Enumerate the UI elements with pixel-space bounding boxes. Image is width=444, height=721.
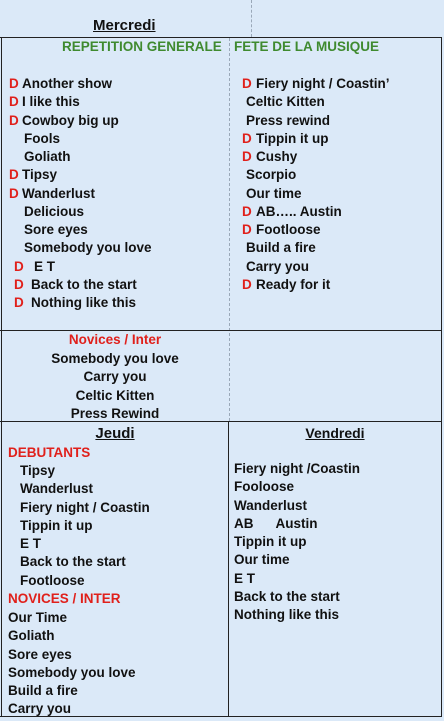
song-item: Cushy [256,149,298,164]
song-item: Footloose [20,572,85,588]
done-marker: D [14,258,24,274]
song-item: Ready for it [256,276,331,292]
song-item: Wanderlust [22,185,96,201]
song-item: Our Time [8,610,68,625]
song-item: Nothing like this [31,295,137,310]
song-item: Fiery night / Coastin’ [256,76,390,91]
song-item: E T [234,570,256,586]
done-marker: D [9,185,19,201]
done-marker: D [9,94,19,110]
song-item: Tipsy [20,463,56,478]
song-item: E T [20,536,42,551]
song-item: Fooloose [234,479,294,495]
song-item: Somebody you love [8,664,136,680]
song-item: Press rewind [246,112,331,128]
song-item: Tippin it up [256,130,329,146]
song-item: Carry you [83,369,147,385]
jeudi-vendredi-divider [228,421,229,717]
done-marker: D [14,295,24,310]
done-marker: D [242,276,252,292]
song-item: Back to the start [20,554,126,570]
debutants-header: DEBUTANTS [8,445,91,460]
song-item: Tipsy [22,167,58,183]
song-item: Back to the start [31,276,137,292]
song-item: Wanderlust [234,497,308,513]
repetition-generale-header: REPETITION GENERALE [62,39,222,54]
done-marker: D [242,149,252,164]
vendredi-title: Vendredi [305,425,365,441]
song-item: AB….. Austin [256,203,342,219]
song-item: Cowboy big up [22,112,119,128]
done-marker: D [242,76,252,91]
song-item: Celtic Kitten [75,387,155,403]
song-item: Scorpio [246,167,297,183]
song-item: Sore eyes [24,222,88,237]
song-item: Build a fire [246,240,316,256]
mercredi-title: Mercredi [93,17,156,34]
done-marker: D [242,203,252,219]
done-marker: D [242,222,252,237]
top-dashed-divider [251,0,252,37]
song-item: Tippin it up [234,534,307,549]
right-border [441,37,442,717]
done-marker: D [9,167,19,183]
song-item: Carry you [8,701,72,717]
song-item: Our time [234,552,290,568]
song-item: Press Rewind [70,405,160,421]
jeudi-title: Jeudi [95,425,135,442]
song-item: Fools [24,130,60,146]
done-marker: D [9,76,19,91]
novices-inter-header: Novices / Inter [68,332,162,347]
song-item: I like this [22,94,80,110]
fete-musique-header: FETE DE LA MUSIQUE [234,39,380,54]
song-item: Build a fire [8,683,78,698]
song-item: Fiery night / Coastin [20,499,150,515]
song-item: Somebody you love [24,240,152,256]
song-item: Somebody you love [51,351,179,366]
song-item: Wanderlust [20,481,94,497]
song-item: Another show [22,76,112,91]
song-item: Tippin it up [20,517,93,533]
song-item: Our time [246,185,302,201]
song-item: Delicious [24,203,85,219]
song-item: Goliath [8,628,55,644]
song-item: AB Austin [234,515,318,531]
song-item: Celtic Kitten [246,94,325,110]
song-item: Carry you [246,258,310,274]
song-item: Footloose [256,222,321,237]
song-item: E T [34,258,56,274]
song-item: Nothing like this [234,607,340,622]
done-marker: D [9,112,19,128]
done-marker: D [14,276,24,292]
song-item: Sore eyes [8,646,72,662]
song-item: Fiery night /Coastin [234,461,361,476]
song-item: Back to the start [234,588,340,604]
song-item: Goliath [24,149,71,164]
mercredi-column-divider [229,38,230,421]
jeudi-novices-header: NOVICES / INTER [8,591,121,606]
done-marker: D [242,130,252,146]
